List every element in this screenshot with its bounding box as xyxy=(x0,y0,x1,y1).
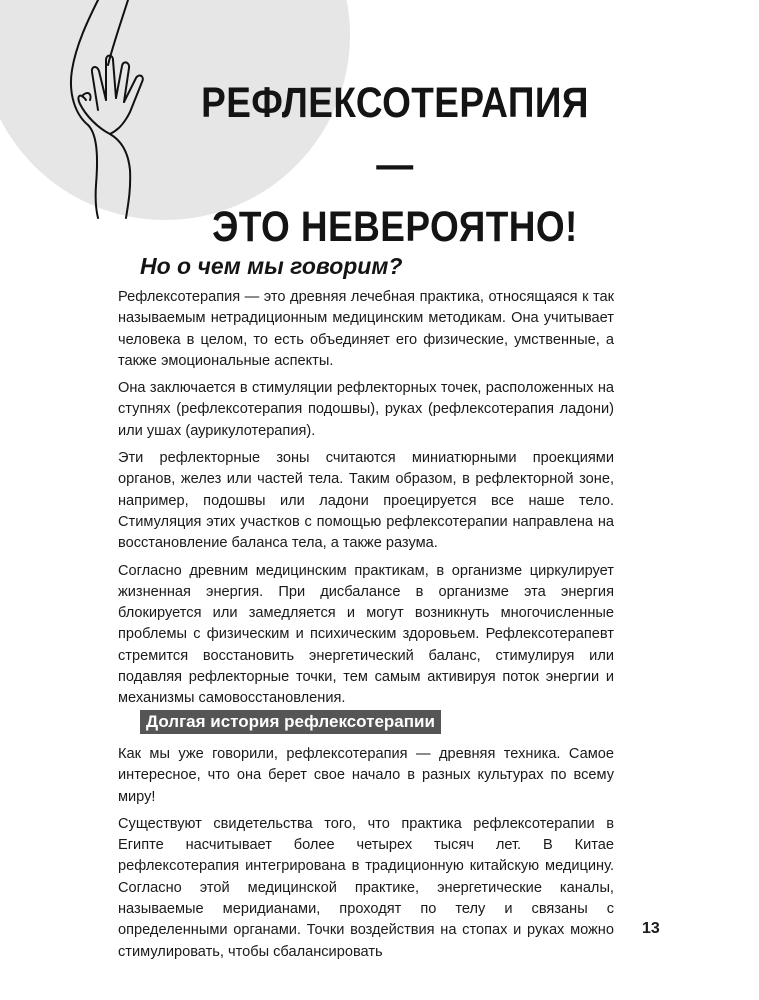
hand-illustration-icon xyxy=(58,0,168,220)
paragraph: Она заключается в стимуляции рефлекторных точек, расположенных на ступнях (рефлексотерапия подошвы), руках (рефлексотерапия ладони) или ушах (аурикулотерапия). xyxy=(118,380,614,439)
title-line-1: РЕФЛЕКСОТЕРАПИЯ — xyxy=(201,79,589,189)
page-title xyxy=(193,72,597,258)
section-banner-heading: Долгая история рефлексотерапии xyxy=(140,710,441,734)
paragraph: Рефлексотерапия — это древняя лечебная практика, относящаяся к так называемым нетрадиционным медицинским методикам. Она учитывает человека в целом, то есть объединяет его физические, умственные, а также эмоциональные аспекты. xyxy=(118,289,614,369)
section-heading: Но о чем мы говорим? xyxy=(140,253,403,279)
page-number: 13 xyxy=(642,920,660,937)
paragraph: Как мы уже говорили, рефлексотерапия — древняя техника. Самое интересное, что она берет свое начало в разных культурах по всему миру! xyxy=(118,746,614,805)
paragraph: Эти рефлекторные зоны считаются миниатюрными проекциями органов, желез или частей тела. Таким образом, в рефлекторной зоне, например, подошвы или ладони проецируется все наше тело. Стимуляция этих участков с помощью рефлексотерапии направлена на восстановление баланса тела, а также разума. xyxy=(118,450,614,552)
paragraph: Существуют свидетельства того, что практика рефлексотерапии в Египте насчитывает более четырех тысяч лет. В Китае рефлексотерапия интегрирована в традиционную китайскую медицину. Согласно этой медицинской практике, энергетические каналы, называемые меридианами, проходят по телу и связаны с определенными органами. Точки воздействия на стопах и руках можно стимулировать, чтобы сбалансировать xyxy=(118,815,614,960)
paragraph: Согласно древним медицинским практикам, в организме циркулирует жизненная энергия. При дисбалансе в организме эта энергия блокируется или замедляется и могут возникнуть многочисленные проблемы с физическим и психическим здоровьем. Рефлексотерапевт стремится восстановить энергетический баланс, стимулируя или подавляя рефлекторные точки, тем самым активируя поток энергии и механизмы самовосстановления. xyxy=(118,562,614,707)
body-text-section-1 xyxy=(118,287,614,716)
title-line-2: ЭТО НЕВЕРОЯТНО! xyxy=(212,203,578,251)
body-text-section-2 xyxy=(118,744,614,969)
